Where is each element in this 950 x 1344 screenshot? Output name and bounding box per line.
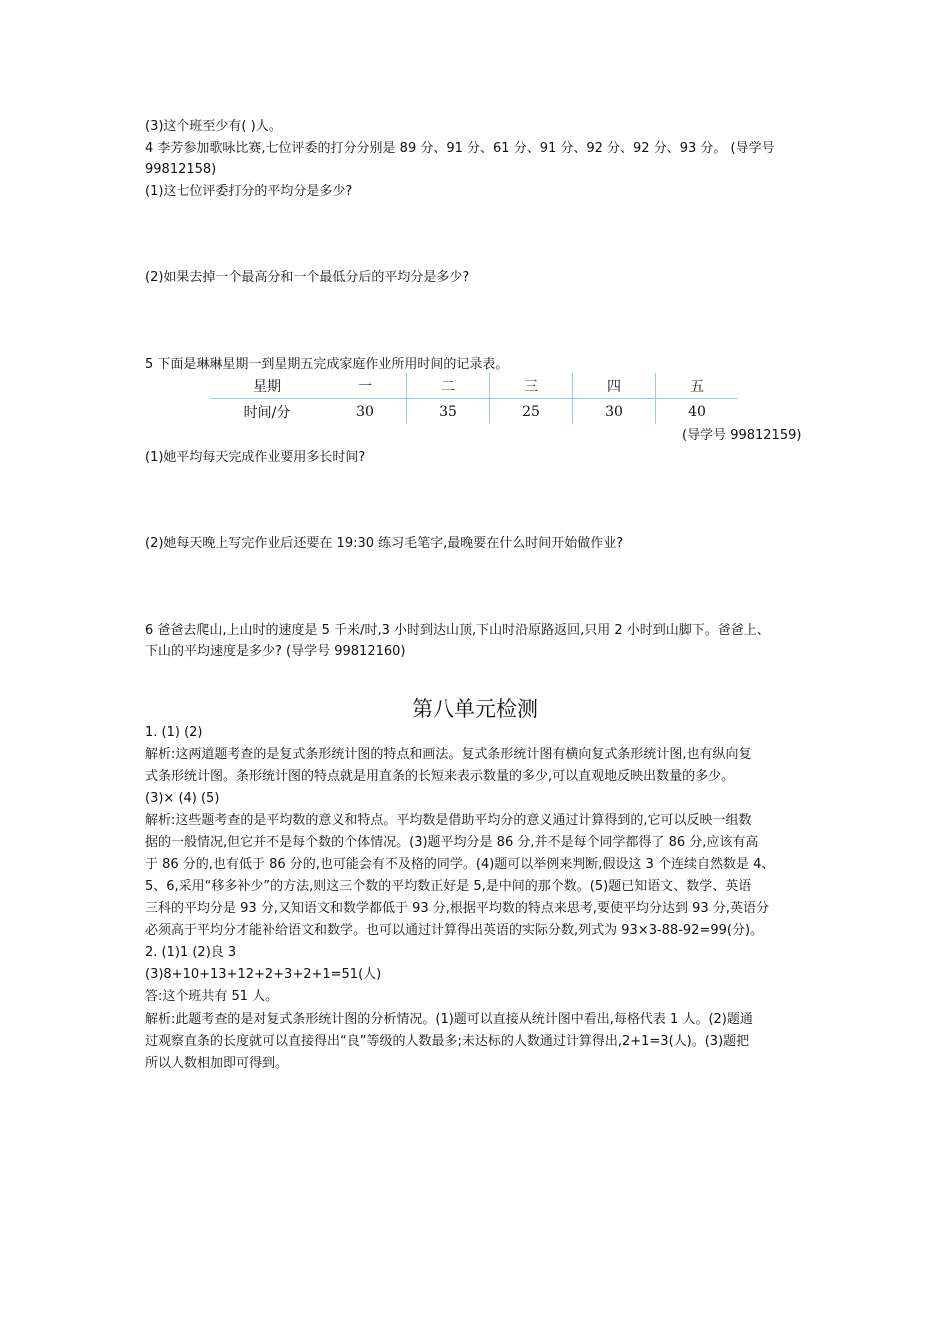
answer-line: 三科的平均分是 93 分,又知语文和数学都低于 93 分,根据平均数的特点来思考,要使平均分达到 93 分,英语分 [145, 901, 769, 916]
answer-line: 5、6,采用“移多补少”的方法,则这三个数的平均数正好是 5,是中间的那个数。(5)题已知语文、数学、英语 [145, 879, 752, 894]
q6-text-line1: 6 爸爸去爬山,上山时的速度是 5 千米/时,3 小时到达山顶,下山时沿原路返回,只用 2 小时到山脚下。爸爸上、 [145, 623, 770, 638]
table-header-time: 时间/分 [243, 404, 291, 421]
answer-line: 解析:这些题考查的是平均数的意义和特点。平均数是借助平均分的意义通过计算得到的,它可以反映一组数 [145, 813, 752, 828]
homework-time-table [210, 373, 738, 424]
answer-line: 必须高于平均分才能补给语文和数学。也可以通过计算得出英语的实际分数,列式为 93×3-88-92=99(分)。 [145, 923, 764, 938]
table-cell-time: 40 [656, 399, 739, 425]
table-cell-time: 30 [573, 399, 656, 425]
q4-sub1: (1)这七位评委打分的平均分是多少? [145, 184, 353, 199]
answer-line: 答:这个班共有 51 人。 [145, 989, 279, 1004]
answer-line: 1. (1) (2) [145, 725, 203, 740]
table-header-weekday: 星期 [210, 373, 324, 399]
table-cell-time: 25 [490, 399, 573, 425]
table-row [210, 373, 738, 399]
answer-line: 过观察直条的长度就可以直接得出“良”等级的人数最多;未达标的人数通过计算得出,2+1=3(人)。(3)题把 [145, 1034, 750, 1049]
q4-sub2: (2)如果去掉一个最高分和一个最低分后的平均分是多少? [145, 270, 470, 285]
table-cell-time: 35 [407, 399, 490, 425]
q5-sub1: (1)她平均每天完成作业要用多长时间? [145, 450, 366, 465]
answer-line: 解析:此题考查的是对复式条形统计图的分析情况。(1)题可以直接从统计图中看出,每格代表 1 人。(2)题通 [145, 1012, 753, 1027]
table-cell-day: 二 [407, 373, 490, 399]
answer-line: 解析:这两道题考查的是复式条形统计图的特点和画法。复式条形统计图有横向复式条形统计图,也有纵向复 [145, 747, 752, 762]
q5-sub2: (2)她每天晚上写完作业后还要在 19:30 练习毛笔字,最晚要在什么时间开始做作业? [145, 536, 624, 551]
answer-line: 式条形统计图。条形统计图的特点就是用直条的长短来表示数量的多少,可以直观地反映出数量的多少。 [145, 769, 735, 784]
answer-line: 所以人数相加即可得到。 [145, 1056, 289, 1071]
q6-text-line2: 下山的平均速度是多少? (导学号 99812160) [145, 644, 406, 659]
q3-blank-line: (3)这个班至少有( )人。 [145, 119, 282, 134]
table-cell-day: 三 [490, 373, 573, 399]
answer-line: (3)× (4) (5) [145, 791, 220, 806]
answer-line: (3)8+10+13+12+2+3+2+1=51(人) [145, 967, 382, 982]
section-title: 第八单元检测 [412, 697, 538, 721]
answer-line: 2. (1)1 (2)良 3 [145, 945, 237, 960]
q4-text-line1: 4 李芳参加歌咏比赛,七位评委的打分分别是 89 分、91 分、61 分、91 分、92 分、92 分、93 分。 (导学号 [145, 141, 775, 156]
q5-text: 5 下面是琳琳星期一到星期五完成家庭作业所用时间的记录表。 [145, 357, 509, 372]
table-cell-day: 四 [573, 373, 656, 399]
q4-text-line2: 99812158) [145, 162, 217, 177]
table-cell-day: 五 [656, 373, 739, 399]
q5-guide-number: (导学号 99812159) [682, 428, 802, 443]
answer-line: 于 86 分的,也有低于 86 分的,也可能会有不及格的同学。(4)题可以举例来判断,假设这 3 个连续自然数是 4、 [145, 857, 775, 872]
answer-line: 据的一般情况,但它并不是每个数的个体情况。(3)题平均分是 86 分,并不是每个同学都得了 86 分,应该有高 [145, 835, 759, 850]
table-row [210, 399, 738, 425]
table-cell-day: 一 [324, 373, 407, 399]
table-cell-time: 30 [356, 403, 374, 420]
